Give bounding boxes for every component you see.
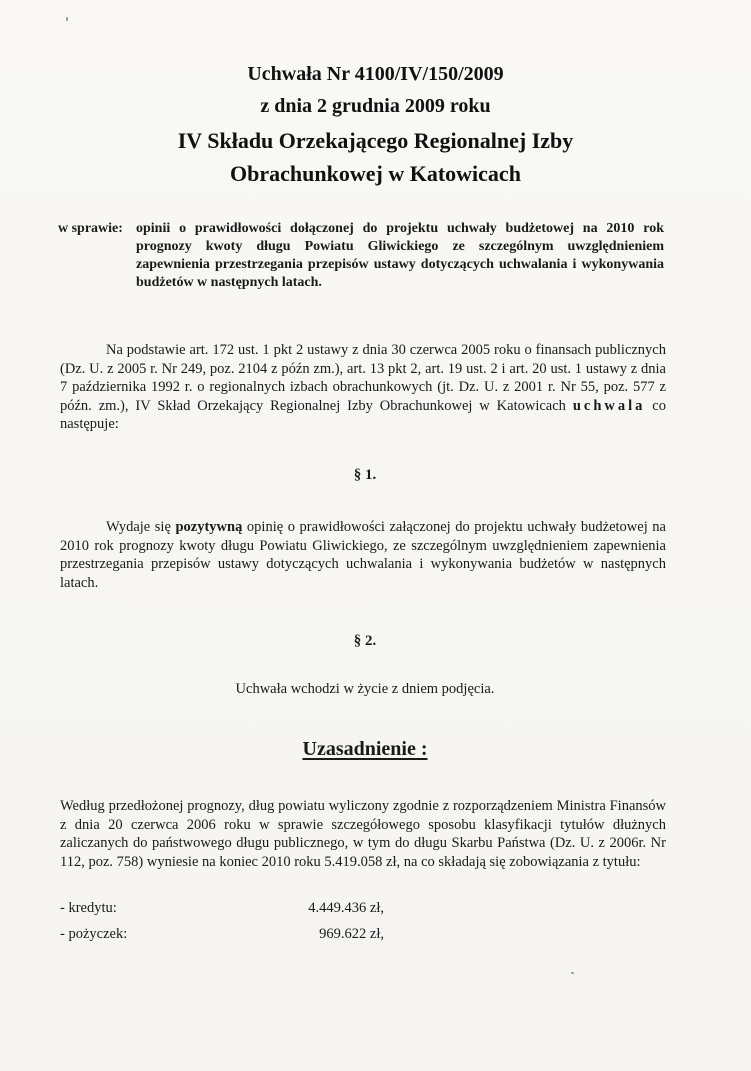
issuing-body-line1: IV Składu Orzekającego Regionalnej Izby [177, 128, 574, 153]
paper-speck [571, 972, 574, 974]
subject-block [58, 220, 664, 292]
liabilities-list [60, 900, 460, 952]
legal-basis-paragraph [60, 341, 666, 434]
legal-basis-tail: co następuje: [60, 397, 666, 433]
subject-lead: w sprawie: [58, 221, 123, 236]
section-1-emphasis: pozytywną [175, 519, 243, 535]
justification-heading: Uzasadnienie : [302, 738, 428, 760]
section-2-text: Uchwała wchodzi w życie z dniem podjęcia. [235, 681, 495, 697]
list-item [60, 926, 460, 952]
subject-text: opinii o prawidłowości dołączonej do projektu uchwały budżetowej na 2010 rok prognozy kwoty długu Powiatu Gliwickiego ze szczególnym uwzględnieniem zapewnienia przestrzegania przepisów ustawy dotyczących uchwalania i wykonywania budżetów w następnych latach. [136, 221, 664, 290]
resolution-date: z dnia 2 grudnia 2009 roku [260, 95, 491, 117]
section-1-heading: § 1. [353, 467, 377, 483]
section-2-heading: § 2. [353, 633, 377, 649]
liability-amount: 4.449.436 zł, [308, 900, 384, 916]
liability-label: - kredytu: [60, 900, 117, 916]
section-1-paragraph [60, 518, 666, 592]
resolution-number: Uchwała Nr 4100/IV/150/2009 [247, 63, 504, 85]
issuing-body-line2: Obrachunkowej w Katowicach [230, 161, 521, 186]
section-1-text-start: Wydaje się [106, 519, 176, 535]
liability-label: - pożyczek: [60, 926, 128, 942]
legal-basis-text: Na podstawie art. 172 ust. 1 pkt 2 ustawy z dnia 30 czerwca 2005 roku o finansach publicznych (Dz. U. z 2005 r. Nr 249, poz. 2104 z późn zm.), art. 13 pkt 2, art. 19 ust. 2 i art. 20 ust. 1 ustawy z dnia 7 października 1992 r. o regionalnych izbach obrachunkowych (jt. Dz. U. z 2001 r. Nr 55, poz. 577 z późn. zm.), IV Skład Orzekający Regionalnej Izby Obrachunkowej w Katowicach [60, 342, 666, 414]
section-1-text-end: opinię o prawidłowości załączonej do projektu uchwały budżetowej na 2010 rok prognozy kwoty długu Powiatu Gliwickiego, ze szczególnym uwzględnieniem zapewnienia przestrzegania przepisów ustawy dotyczących uchwalania i wykonywania budżetów w następnych latach. [60, 519, 666, 591]
liability-amount: 969.622 zł, [319, 926, 384, 942]
justification-paragraph: Według przedłożonej prognozy, dług powiatu wyliczony zgodnie z rozporządzeniem Ministra Finansów z dnia 20 czerwca 2006 roku w sprawie szczegółowego sposobu klasyfikacji tytułów dłużnych zaliczanych do państwowego długu publicznego, w tym do długu Skarbu Państwa (Dz. U. z 2006r. Nr 112, poz. 758) wyniesie na koniec 2010 roku 5.419.058 zł, na co składają się zobowiązania z tytułu: [60, 798, 666, 870]
legal-basis-keyword: uchwala [572, 397, 646, 414]
paper-speck [66, 17, 68, 21]
list-item [60, 900, 460, 926]
